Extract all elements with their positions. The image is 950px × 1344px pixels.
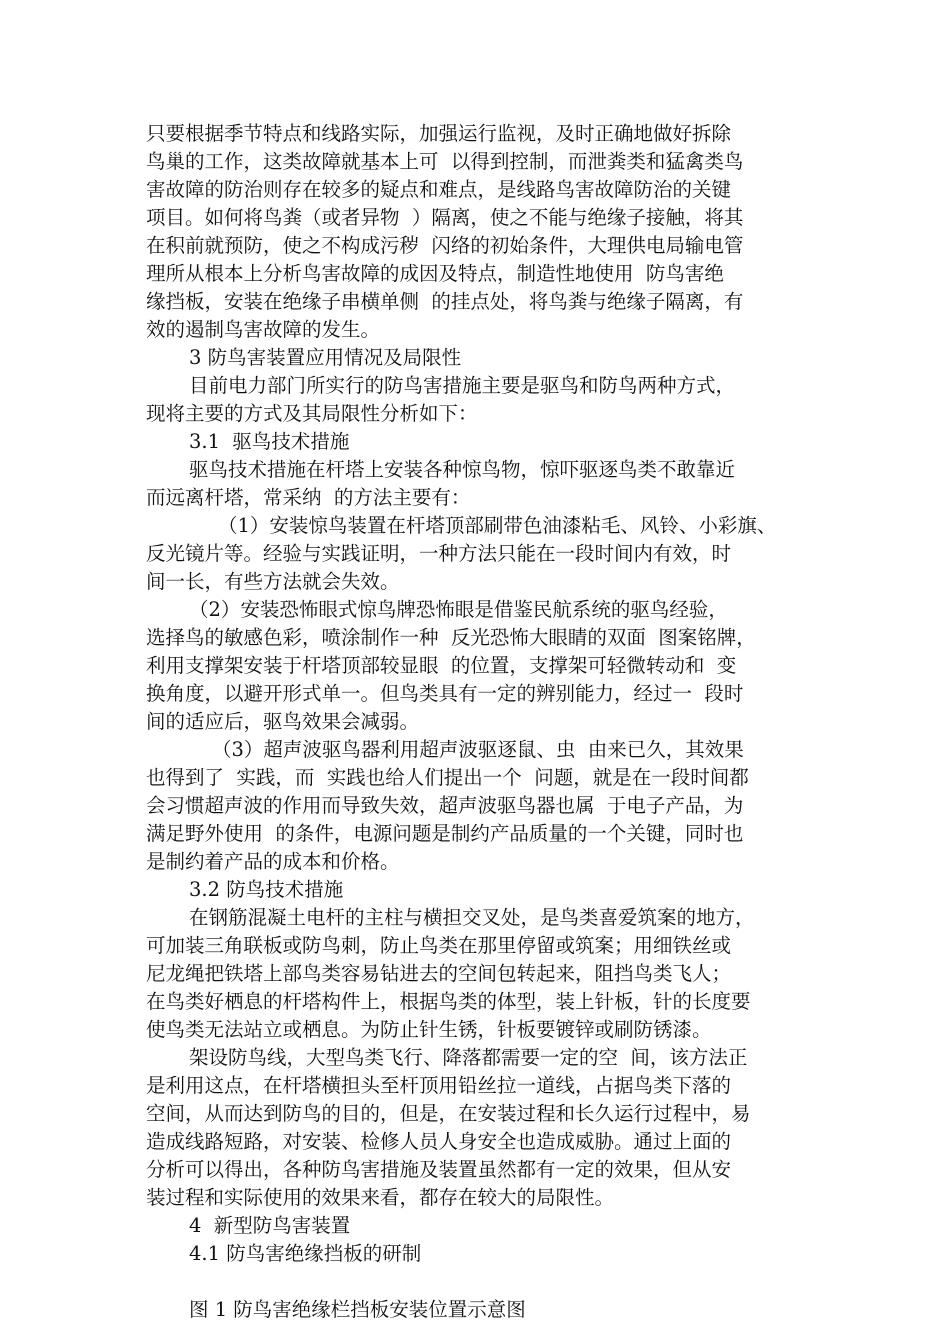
text-line: 选择鸟的敏感色彩，喷涂制作一种 反光恐怖大眼睛的双面 图案铭牌， (146, 626, 756, 649)
text-line: 目前电力部门所实行的防鸟害措施主要是驱鸟和防鸟两种方式， (189, 374, 736, 397)
text-line: （3）超声波驱鸟器利用超声波驱逐鼠、虫 由来已久，其效果 (212, 738, 744, 761)
text-line: 而远离杆塔，常采纳 的方法主要有： (146, 486, 471, 509)
text-line: 在积前就预防，使之不构成污秽 闪络的初始条件，大理供电局输电管 (146, 234, 744, 257)
text-line: 造成线路短路，对安装、检修人员人身安全也造成威胁。通过上面的 (146, 1130, 732, 1153)
text-line: 是制约着产品的成本和价格。 (146, 850, 400, 873)
text-line: 驱鸟技术措施在杆塔上安装各种惊鸟物，惊吓驱逐鸟类不敢靠近 (189, 458, 736, 481)
text-line: 项目。如何将鸟粪（或者异物 ）隔离，使之不能与绝缘子接触，将其 (146, 206, 744, 229)
text-line: 在钢筋混凝土电杆的主柱与横担交叉处，是鸟类喜爱筑案的地方， (189, 906, 755, 929)
text-line: 使鸟类无法站立或栖息。为防止针生锈，针板要镀锌或刷防锈漆。 (146, 1018, 712, 1041)
subsection-heading: 3.1 驱鸟技术措施 (189, 430, 350, 453)
text-line: 间一长，有些方法就会失效。 (146, 570, 400, 593)
text-line: 尼龙绳把铁塔上部鸟类容易钻进去的空间包转起来，阻挡鸟类飞人； (146, 962, 732, 985)
text-line: 利用支撑架安装于杆塔顶部较显眼 的位置，支撑架可轻微转动和 变 (146, 654, 737, 677)
text-line: 架设防鸟线，大型鸟类飞行、降落都需要一定的空 间，该方法正 (189, 1046, 748, 1069)
text-line: 是利用这点，在杆塔横担头至杆顶用铅丝拉一道线，占据鸟类下落的 (146, 1074, 732, 1097)
text-line: 反光镜片等。经验与实践证明，一种方法只能在一段时间内有效，时 (146, 542, 732, 565)
text-line: 鸟巢的工作，这类故障就基本上可 以得到控制，而泄粪类和猛禽类鸟 (146, 150, 744, 173)
text-line: 满足野外使用 的条件，电源问题是制约产品质量的一个关键，同时也 (146, 822, 744, 845)
text-line: 效的遏制鸟害故障的发生。 (146, 318, 381, 341)
text-line: 在鸟类好栖息的杆塔构件上，根据鸟类的体型，装上针板，针的长度要 (146, 990, 751, 1013)
text-line: 可加装三角联板或防鸟刺，防止鸟类在那里停留或筑案；用细铁丝或 (146, 934, 732, 957)
text-line: 空间，从而达到防鸟的目的，但是，在安装过程和长久运行过程中，易 (146, 1102, 751, 1125)
text-line: 间的适应后，驱鸟效果会减弱。 (146, 710, 420, 733)
subsection-heading: 4.1 防鸟害绝缘挡板的研制 (189, 1242, 422, 1265)
text-line: 分析可以得出，各种防鸟害措施及装置虽然都有一定的效果，但从安 (146, 1158, 732, 1181)
subsection-heading: 3.2 防鸟技术措施 (189, 878, 344, 901)
text-line: 也得到了 实践，而 实践也给人们提出一个 问题，就是在一段时间都 (146, 766, 749, 789)
text-line: 只要根据季节特点和线路实际，加强运行监视，及时正确地做好拆除 (146, 122, 732, 145)
text-line: 害故障的防治则存在较多的疑点和难点，是线路鸟害故障防治的关键 (146, 178, 732, 201)
text-line: 会习惯超声波的作用而导致失效，超声波驱鸟器也属 于电子产品，为 (146, 794, 744, 817)
text-line: 缘挡板，安装在绝缘子串横单侧 的挂点处，将鸟粪与绝缘子隔离，有 (146, 290, 744, 313)
text-line: （1）安装惊鸟装置在杆塔顶部刷带色油漆粘毛、风铃、小彩旗、 (218, 514, 777, 537)
text-line: 现将主要的方式及其局限性分析如下： (146, 402, 478, 425)
text-line: 换角度，以避开形式单一。但鸟类具有一定的辨别能力，经过一 段时 (146, 682, 744, 705)
figure-caption: 图 1 防鸟害绝缘栏挡板安装位置示意图 (189, 1298, 526, 1321)
section-heading: 3 防鸟害装置应用情况及局限性 (189, 346, 462, 369)
text-line: 装过程和实际使用的效果来看，都存在较大的局限性。 (146, 1186, 615, 1209)
section-heading: 4 新型防鸟害装置 (189, 1214, 351, 1237)
text-line: （2）安装恐怖眼式惊鸟牌恐怖眼是借鉴民航系统的驱鸟经验， (189, 598, 728, 621)
text-line: 理所从根本上分析鸟害故障的成因及特点，制造性地使用 防鸟害绝 (146, 262, 724, 285)
